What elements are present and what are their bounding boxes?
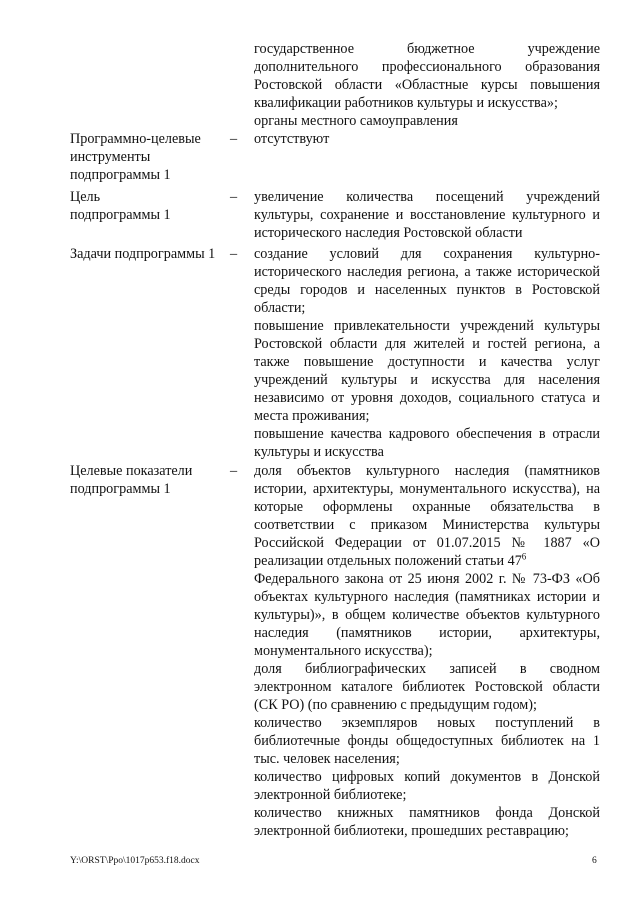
content-paragraph: повышение привлекательности учреждений культуры Ростовской области для жителей и гостей региона, а также повышение доступности и качества услуг учреждений культуры и искусства для населения независимо от уровня доходов, социального статуса и места проживания; [254, 318, 600, 424]
row-content [254, 188, 600, 242]
content-paragraph: количество книжных памятников фонда Донской электронной библиотеки, прошедших реставрацию; [254, 805, 600, 839]
row-content [254, 462, 600, 840]
row-dash: – [230, 246, 238, 262]
row-content [254, 130, 600, 148]
superscript: 6 [521, 551, 527, 562]
row-dash: – [230, 463, 238, 479]
content-paragraph: отсутствуют [254, 131, 330, 147]
row-dash: – [230, 189, 238, 205]
row-label: Программно-целевые инструменты подпрограммы 1 [70, 131, 201, 183]
content-paragraph: повышение качества кадрового обеспечения в отрасли культуры и искусства [254, 426, 600, 460]
content-paragraph: количество цифровых копий документов в Донской электронной библиотеке; [254, 769, 600, 803]
content-paragraph: доля библиографических записей в сводном электронном каталоге библиотек Ростовской области (СК РО) (по сравнению с предыдущим годом); [254, 661, 600, 713]
footer-file-path: Y:\ORST\Ppo\1017p653.f18.docx [70, 856, 200, 866]
row-label: Цель подпрограммы 1 [70, 189, 171, 223]
row-dash: – [230, 131, 238, 147]
content-paragraph: создание условий для сохранения культурно-исторического наследия региона, а также исторической среды городов и населенных пунктов в Ростовской области; [254, 246, 600, 316]
content-text: доля объектов культурного наследия (памятников истории, архитектуры, монументального искусства), на которые оформлены охранные обязательства в соответствии с приказом Министерства культуры Российской Федерации от 01.07.2015 № 1887 «О реализации отдельных положений статьи 47 [254, 463, 600, 569]
page-number: 6 [592, 856, 597, 866]
content-paragraph: увеличение количества посещений учреждений культуры, сохранение и восстановление культурного и исторического наследия Ростовской области [254, 189, 600, 241]
content-paragraph: количество экземпляров новых поступлений в библиотечные фонды общедоступных библиотек на 1 тыс. человек населения; [254, 715, 600, 767]
row-label: Задачи подпрограммы 1 [70, 246, 216, 262]
row-content [254, 245, 600, 461]
content-paragraph: государственное бюджетное учреждение дополнительного профессионального образования Ростовской области «Областные курсы повышения квалификации работников культуры и искусства»; [254, 41, 600, 111]
content-paragraph [254, 462, 600, 570]
content-paragraph: органы местного самоуправления [254, 113, 458, 129]
row-content [254, 40, 600, 130]
row-label: Целевые показатели подпрограммы 1 [70, 463, 193, 497]
content-paragraph: Федерального закона от 25 июня 2002 г. № 73-ФЗ «Об объектах культурного наследия (памятниках истории и культуры)», в общем количестве объектов культурного наследия (памятников истории, архитектуры, монументального искусства); [254, 571, 600, 659]
